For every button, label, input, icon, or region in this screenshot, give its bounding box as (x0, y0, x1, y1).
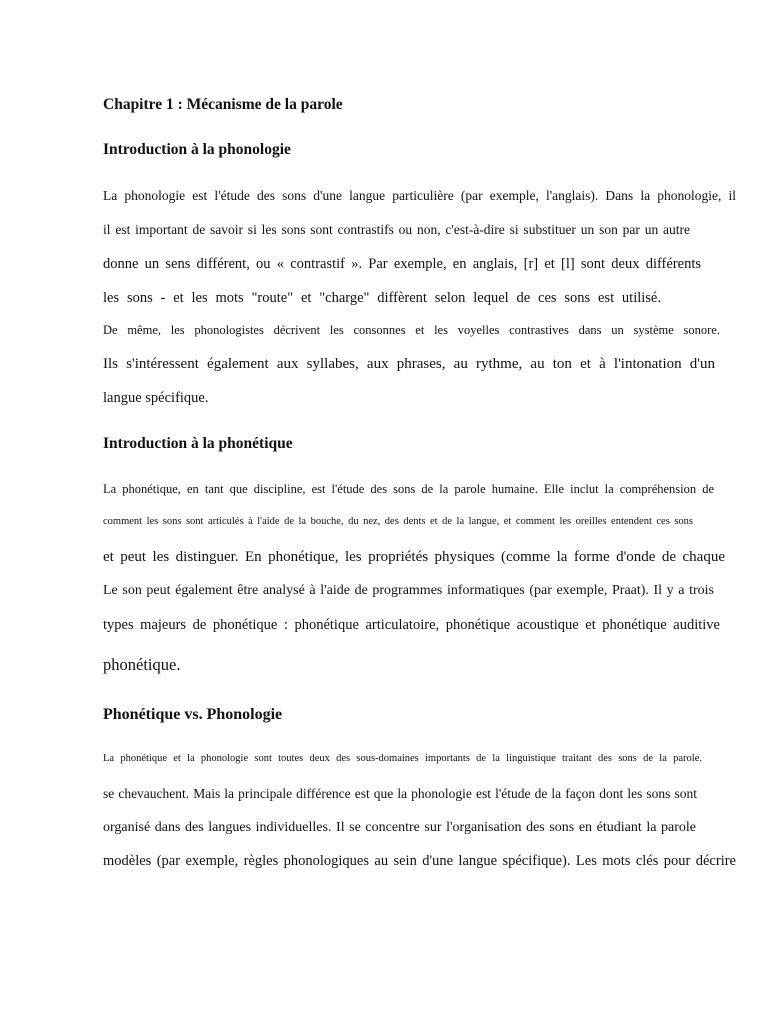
paragraph-line: types majeurs de phonétique : phonétique articulatoire, phonétique acoustique et phonétique auditive (103, 617, 720, 633)
paragraph-line: La phonologie est l'étude des sons d'une langue particulière (par exemple, l'anglais). Dans la phonologie, il (103, 188, 736, 203)
paragraph-line: il est important de savoir si les sons sont contrastifs ou non, c'est-à-dire si substituer un son par un autre (103, 222, 690, 237)
chapter-title: Chapitre 1 : Mécanisme de la parole (103, 96, 343, 113)
paragraph-line: phonétique. (103, 655, 181, 674)
paragraph-line: modèles (par exemple, règles phonologiques au sein d'une langue spécifique). Les mots clés pour décrire (103, 853, 736, 869)
section-heading-phonetique: Introduction à la phonétique (103, 435, 293, 452)
paragraph-line: langue spécifique. (103, 390, 209, 406)
paragraph-line: se chevauchent. Mais la principale différence est que la phonologie est l'étude de la façon dont les sons sont (103, 786, 697, 801)
paragraph-line: comment les sons sont articulés à l'aide de la bouche, du nez, des dents et de la langue, et comment les oreilles entendent ces sons (103, 516, 693, 527)
section-heading-phonologie: Introduction à la phonologie (103, 141, 291, 158)
section-heading-phonetique-vs-phonologie: Phonétique vs. Phonologie (103, 706, 283, 723)
paragraph-line: Ils s'intéressent également aux syllabes, aux phrases, au rythme, au ton et à l'intonation d'un (103, 356, 715, 372)
paragraph-line: La phonétique et la phonologie sont toutes deux des sous-domaines importants de la linguistique traitant des sons de la parole. (103, 753, 702, 764)
paragraph-line: Le son peut également être analysé à l'aide de programmes informatiques (par exemple, Praat). Il y a trois (103, 583, 714, 598)
paragraph-line: et peut les distinguer. En phonétique, les propriétés physiques (comme la forme d'onde de chaque (103, 549, 725, 565)
paragraph-line: donne un sens différent, ou « contrastif ». Par exemple, en anglais, [r] et [l] sont deux différents (103, 256, 701, 272)
paragraph-line: La phonétique, en tant que discipline, est l'étude des sons de la parole humaine. Elle inclut la compréhension de (103, 482, 714, 496)
paragraph-line: De même, les phonologistes décrivent les consonnes et les voyelles contrastives dans un système sonore. (103, 323, 720, 337)
paragraph-line: organisé dans des langues individuelles. Il se concentre sur l'organisation des sons en étudiant la parole (103, 820, 696, 835)
paragraph-line: les sons - et les mots "route" et "charge" diffèrent selon lequel de ces sons est utilisé. (103, 290, 661, 306)
